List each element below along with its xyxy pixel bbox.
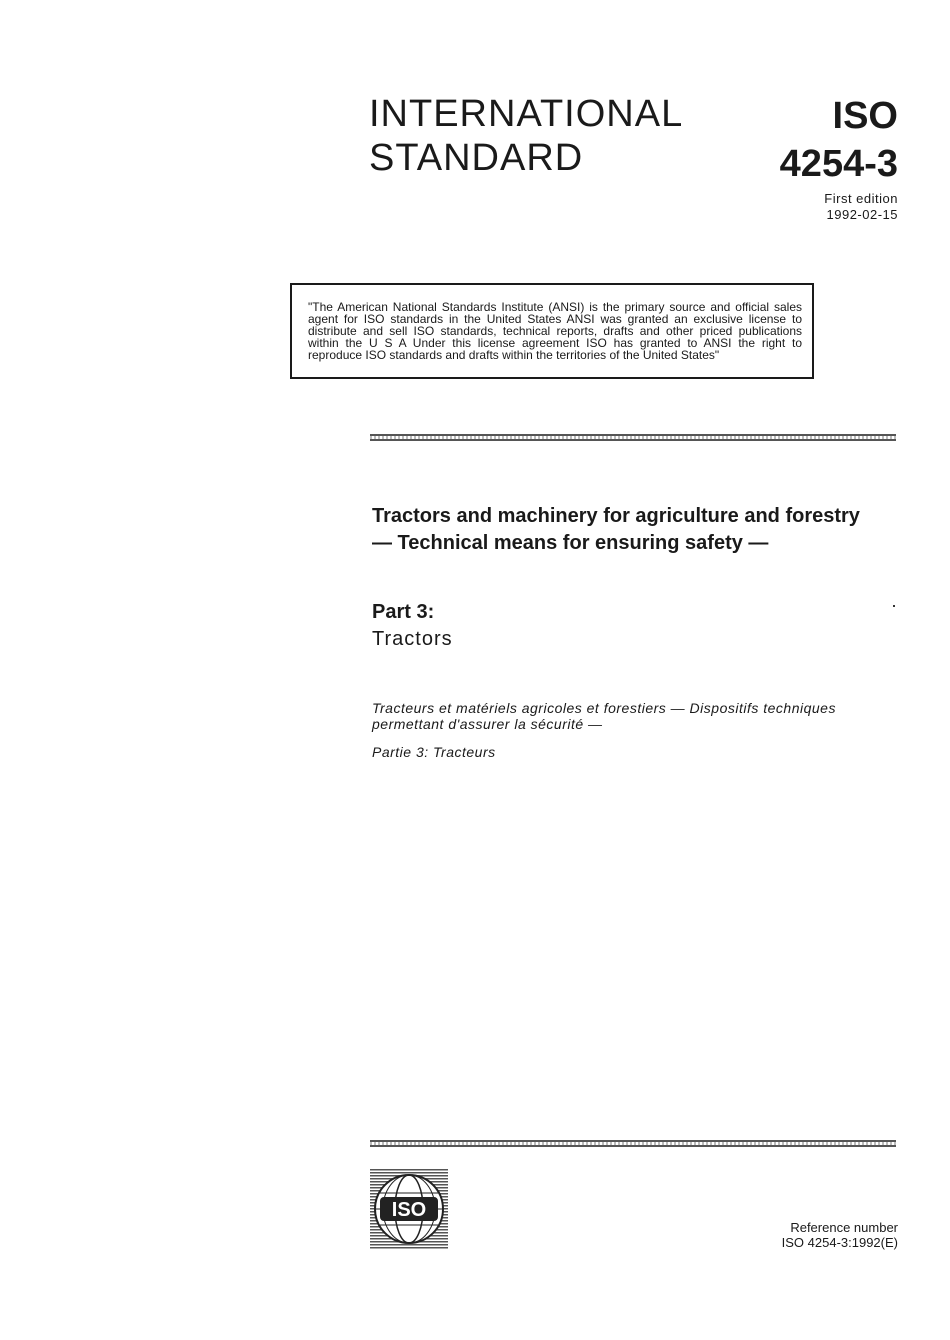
standard-designation xyxy=(780,92,898,188)
part-label: Part 3: xyxy=(372,601,435,623)
iso-logo-text: ISO xyxy=(391,1199,427,1221)
iso-logo xyxy=(370,1169,448,1249)
document-type-line-2: STANDARD xyxy=(369,137,584,179)
edition-label: First edition xyxy=(824,191,898,206)
ansi-notice-text: "The American National Standards Institute (ANSI) is the primary source and official sales agent for ISO standards in the United States ANSI was granted an exclusive license to distribute and sell ISO standards, technical reports, drafts and other priced publications within the U S A Under this license agreement ISO has granted to ANSI the right to reproduce ISO standards and drafts within the territories of the United States" xyxy=(308,300,802,362)
edition-info xyxy=(824,191,898,223)
reference-label: Reference number xyxy=(790,1220,898,1235)
document-type xyxy=(369,92,683,180)
reference-number: ISO 4254-3:1992(E) xyxy=(781,1235,898,1250)
divider-rule-top xyxy=(370,434,896,441)
title-french: Tracteurs et matériels agricoles et forestiers — Dispositifs techniques permettant d'assurer la sécurité — xyxy=(372,700,836,732)
iso-number: 4254-3 xyxy=(779,143,898,185)
ansi-notice-box xyxy=(290,283,814,379)
reference-block xyxy=(782,1220,898,1250)
title-english: Tractors and machinery for agriculture and forestry — Technical means for ensuring safety — xyxy=(372,505,860,554)
part-title: Tractors xyxy=(372,628,453,650)
document-type-line-1: INTERNATIONAL xyxy=(369,93,684,135)
stray-mark xyxy=(893,605,895,607)
part-title-french: Partie 3: Tracteurs xyxy=(372,744,496,760)
divider-rule-bottom xyxy=(370,1140,896,1147)
iso-label: ISO xyxy=(832,95,898,137)
edition-date: 1992-02-15 xyxy=(826,207,898,222)
iso-globe-icon xyxy=(370,1169,448,1249)
